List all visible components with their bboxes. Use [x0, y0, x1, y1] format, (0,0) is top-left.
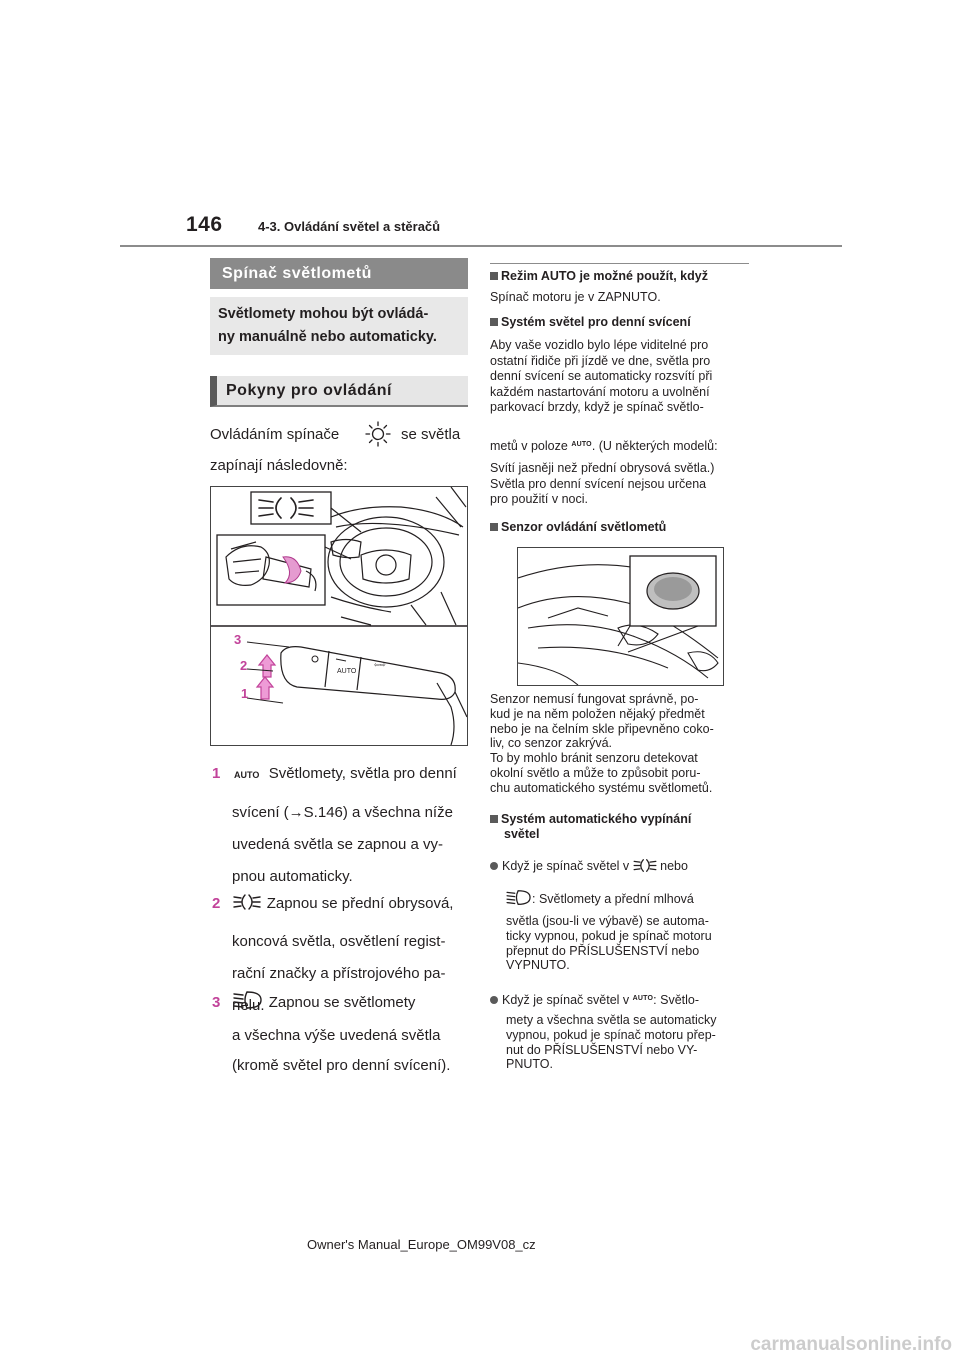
step-2-row — [212, 893, 453, 914]
paragraph-line: světla (jsou-li ve výbavě) se automa- — [506, 914, 709, 928]
paragraph-line: okolní světlo a může to způsobit poru- — [490, 765, 701, 780]
sensor-paragraph — [490, 692, 752, 796]
drl-paragraph — [490, 338, 752, 416]
square-bullet-icon — [490, 815, 498, 823]
chapter-title: 4-3. Ovládání světel a stěračů — [258, 219, 441, 234]
heading-auto-off: Systém automatického vypínání světel — [490, 812, 752, 842]
paragraph-line: nut do PŘÍSLUŠENSTVÍ nebo VY- — [506, 1042, 698, 1057]
lead-line: Světlomety mohou být ovládá- — [218, 306, 429, 322]
paragraph-line: ticky vypnou, pokud je spínač motoru — [506, 928, 712, 943]
step-number: 3 — [212, 994, 221, 1011]
sensor-figure — [517, 547, 724, 686]
heading-drl: Systém světel pro denní svícení — [490, 315, 752, 331]
step-number: 2 — [212, 895, 221, 912]
drl-paragraph-continued — [490, 461, 752, 508]
header-rule — [120, 245, 842, 247]
round-bullet-icon — [490, 862, 498, 870]
stalk-auto-label: AUTO — [337, 668, 357, 675]
paragraph-line: Senzor nemusí fungovat správně, po- — [490, 692, 699, 706]
intro-text-line2: zapínají následovně: — [210, 457, 348, 474]
paragraph-line: chu automatického systému světlometů. — [490, 780, 713, 795]
step-1-row — [212, 764, 457, 784]
section-title: Spínač světlometů — [210, 258, 468, 289]
step-line: pnou automaticky. — [232, 868, 353, 885]
step-line: uvedená světla se zapnou a vy- — [232, 836, 443, 853]
step-text: Zapnou se přední obrysová, — [266, 895, 454, 912]
paragraph-line: PNUTO. — [506, 1057, 553, 1072]
step-3-row — [212, 990, 415, 1013]
subsection-title: Pokyny pro ovládání — [210, 376, 468, 407]
paragraph-line: ostatní řidiče při jízdě ve dne, světla pro — [490, 353, 711, 368]
parking-lights-icon — [633, 858, 657, 873]
square-bullet-icon — [490, 272, 498, 280]
parking-lights-icon — [233, 893, 261, 911]
paragraph-line: Aby vaše vozidlo bylo lépe viditelné pro — [490, 338, 709, 352]
light-switch-icon — [363, 419, 393, 449]
sensor-illustration — [518, 548, 723, 685]
auto-icon — [233, 767, 261, 781]
auto-mode-text: Spínač motoru je v ZAPNUTO. — [490, 290, 661, 304]
paragraph-line: denní svícení se automaticky rozsvítí při — [490, 369, 713, 383]
footer-manual-id: Owner's Manual_Europe_OM99V08_cz — [307, 1237, 536, 1252]
square-bullet-icon — [490, 523, 498, 531]
paragraph-line: přepnut do PŘÍSLUŠENSTVÍ nebo — [506, 943, 700, 958]
paragraph-line: nebo je na čelním skle připevněno coko- — [490, 721, 714, 736]
watermark: carmanualsonline.info — [750, 1334, 952, 1355]
paragraph-line: mety a všechna světla se automaticky — [506, 1013, 717, 1027]
callout-2: 2 — [240, 658, 248, 673]
auto-icon: AUTO — [571, 441, 592, 448]
headlight-switch-figure — [210, 486, 468, 746]
heading-auto-mode: Režim AUTO je možné použít, když — [490, 269, 752, 285]
step-3-body — [232, 1021, 450, 1081]
square-bullet-icon — [490, 318, 498, 326]
paragraph-line: liv, co senzor zakrývá. — [490, 736, 613, 751]
headlight-icon — [233, 990, 263, 1010]
step-line: nelu. — [232, 997, 265, 1014]
round-bullet-icon — [490, 996, 498, 1004]
intro-text-part1: Ovládáním spínače — [210, 426, 340, 443]
heading-sensor: Senzor ovládání světlometů — [490, 520, 752, 536]
svg-text:⇦⇨: ⇦⇨ — [374, 662, 386, 669]
bullet-1-second: : Světlomety a přední mlhová — [506, 889, 768, 908]
lead-box — [210, 297, 468, 355]
callout-1: 1 — [241, 686, 249, 701]
step-1-body — [232, 797, 453, 893]
page-number: 146 — [186, 213, 223, 236]
bullet-1-rest — [506, 914, 768, 973]
callout-3: 3 — [234, 632, 242, 647]
bullet-2-first: Když je spínač světel v $^{AUTO}$: Světlo- — [490, 991, 752, 1009]
step-line: (kromě světel pro denní svícení). — [232, 1057, 451, 1074]
step-number: 1 — [212, 765, 221, 782]
paragraph-line: VYPNUTO. — [506, 958, 570, 973]
paragraph-line: každém nastartování motoru a uvolnění — [490, 384, 710, 399]
right-column-rule — [490, 263, 749, 264]
paragraph-line: kud je na něm položen nějaký předmět — [490, 706, 705, 721]
svg-text:AUTO: AUTO — [233, 770, 259, 780]
step-text: Zapnou se světlomety — [268, 994, 416, 1011]
paragraph-line: vypnou, pokud je spínač motoru přep- — [506, 1027, 716, 1042]
paragraph-line: parkovací brzdy, když je spínač světlo- — [490, 400, 704, 414]
figure-illustration — [211, 487, 467, 745]
step-line: koncová světla, osvětlení regist- — [232, 933, 446, 950]
paragraph-line: Svítí jasněji než přední obrysová světla.) — [490, 461, 715, 475]
step-line: svícení (→S.146) a všechna níže — [232, 804, 453, 821]
drl-auto-line: metů v poloze $^{AUTO}$. (U některých modelů: — [490, 439, 718, 453]
bullet-1-first: Když je spínač světel v nebo — [490, 858, 752, 875]
bullet-2-rest — [506, 1013, 768, 1072]
paragraph-line: Světla pro denní svícení nejsou určena — [490, 476, 707, 491]
paragraph-line: pro použití v noci. — [490, 492, 588, 506]
step-text: Světlomety, světla pro denní — [268, 765, 457, 782]
step-line: rační značky a přístrojového pa- — [232, 965, 446, 982]
intro-text-part2: se světla — [401, 426, 461, 443]
paragraph-line: To by mohlo bránit senzoru detekovat — [490, 751, 698, 766]
step-line: a všechna výše uvedená světla — [232, 1027, 441, 1044]
auto-icon: AUTO — [632, 995, 654, 1002]
lead-line: ny manuálně nebo automaticky. — [218, 329, 437, 345]
headlight-icon — [506, 889, 532, 906]
